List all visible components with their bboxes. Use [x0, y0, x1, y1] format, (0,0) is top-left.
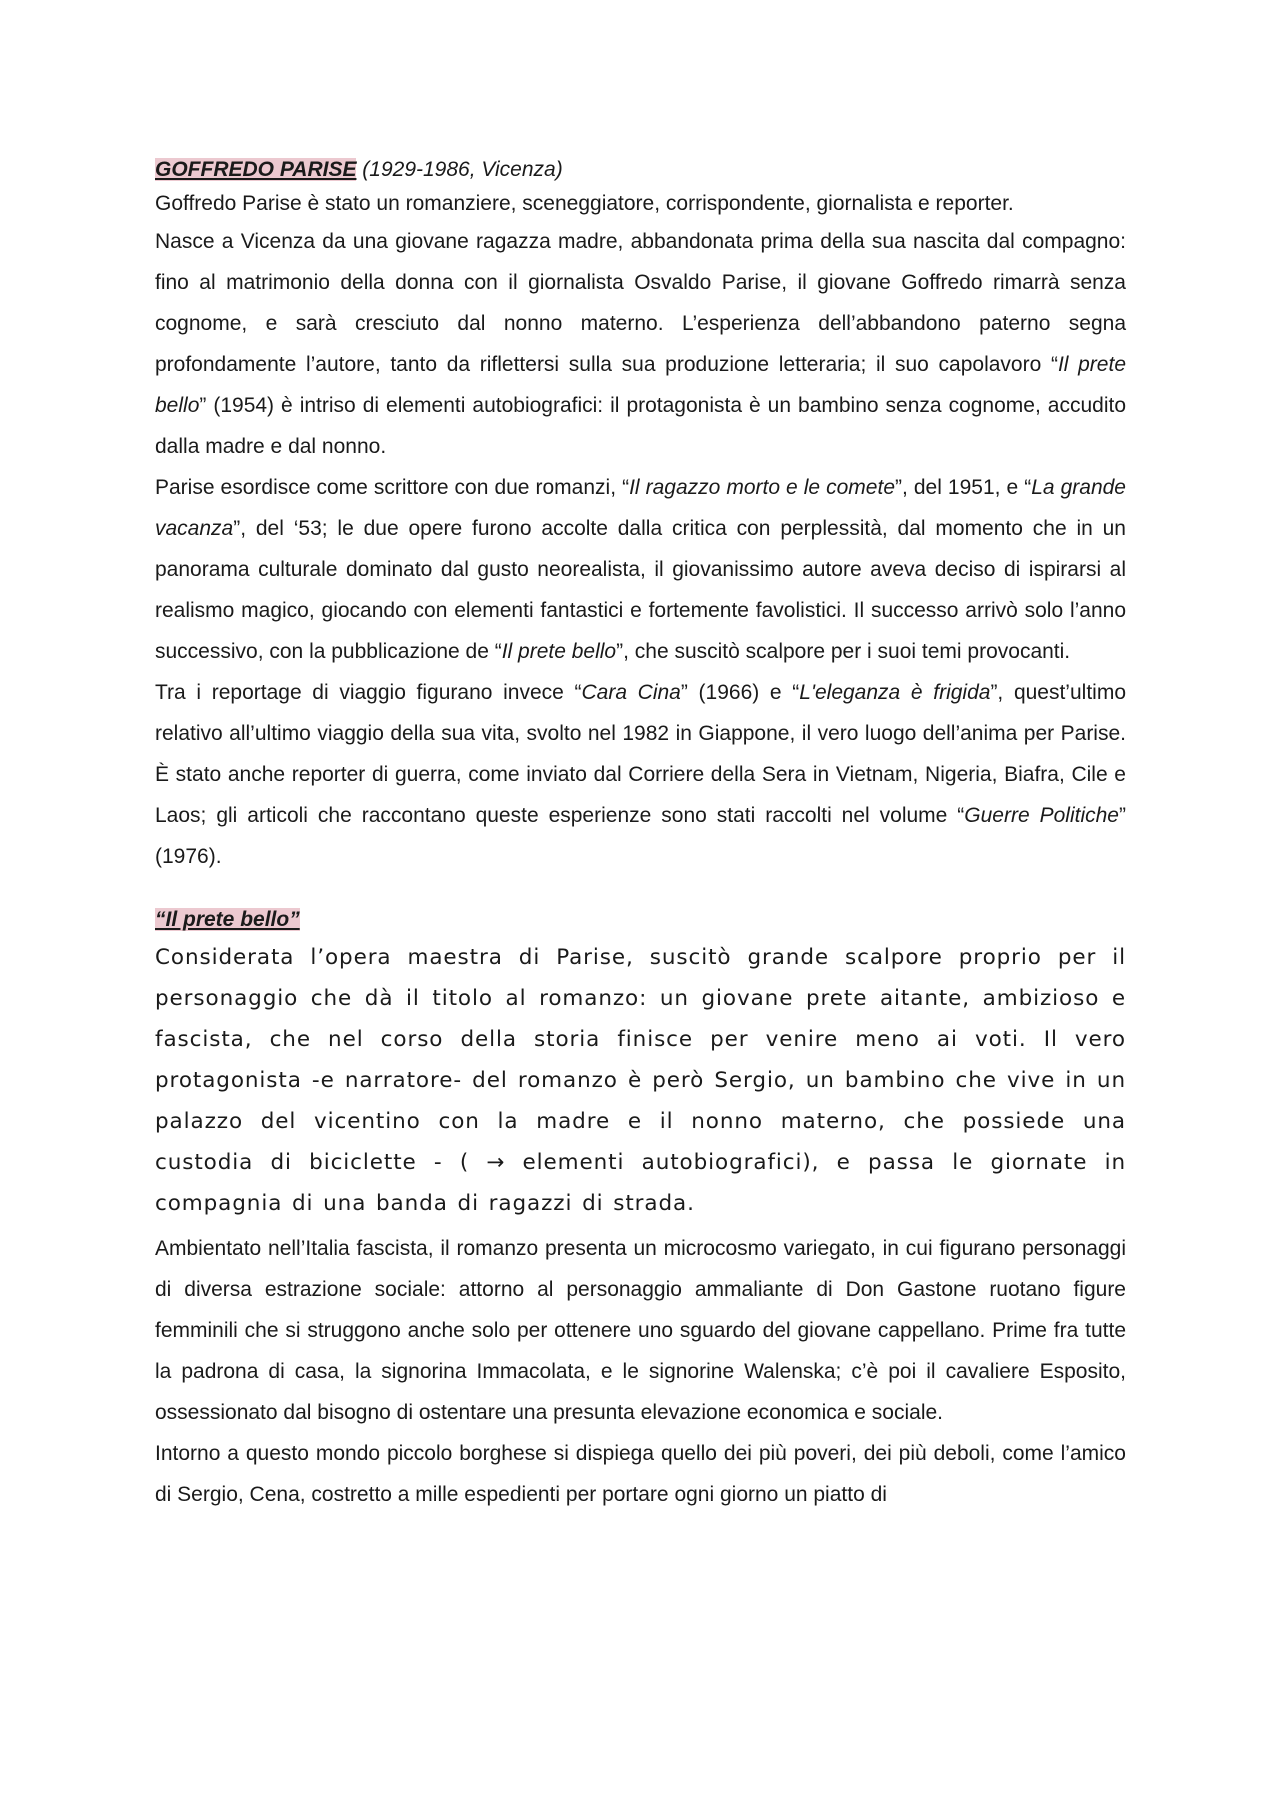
book-title: Il ragazzo morto e le comete	[629, 476, 895, 499]
author-name: GOFFREDO PARISE	[155, 158, 357, 181]
paragraph-novel-summary: Considerata l’opera maestra di Parise, suscitò grande scalpore proprio per il personaggio che dà il titolo al romanzo: un giovane prete aitante, ambizioso e fascista, che nel corso della storia finisce per venire meno ai voti. Il vero protagonista -e narratore- del romanzo è però Sergio, un bambino che vive in un palazzo del vicentino con la madre e il nonno materno, che possiede una custodia di biciclette - ( → elementi autobiografici), e passa le giornate in compagnia di una banda di ragazzi di strada.	[155, 945, 1126, 1216]
novel-title: “Il prete bello”	[155, 908, 300, 931]
paragraph-poor-world: Intorno a questo mondo piccolo borghese si dispiega quello dei più poveri, dei più deboli, come l’amico di Sergio, Cena, costretto a mille espedienti per portare ogni giorno un piatto di	[155, 1442, 1126, 1506]
paragraph-debut: Parise esordisce come scrittore con due romanzi, “Il ragazzo morto e le comete”, del 1951, e “La grande vacanza”, del ‘53; le due opere furono accolte dalla critica con perplessità, dal momento che in un panorama culturale dominato dal gusto neorealista, il giovanissimo autore aveva deciso di ispirarsi al realismo magico, giocando con elementi fantastici e fortemente favolistici. Il successo arrivò solo l’anno successivo, con la pubblicazione de “Il prete bello”, che suscitò scalpore per i suoi temi provocanti.	[155, 476, 1126, 663]
paragraph-reportage: Tra i reportage di viaggio figurano invece “Cara Cina” (1966) e “L'eleganza è frigida”, quest’ultimo relativo all’ultimo viaggio della sua vita, svolto nel 1982 in Giappone, il vero luogo dell’anima per Parise. È stato anche reporter di guerra, come inviato dal Corriere della Sera in Vietnam, Nigeria, Biafra, Cile e Laos; gli articoli che raccontano queste esperienze sono stati raccolti nel volume “Guerre Politiche” (1976).	[155, 681, 1126, 868]
novel-heading	[155, 903, 1126, 937]
book-title: Il prete bello	[501, 640, 617, 663]
document-body	[155, 153, 1126, 1515]
section-spacer	[155, 877, 1126, 903]
paragraph-intro: Goffredo Parise è stato un romanziere, sceneggiatore, corrispondente, giornalista e reporter.	[155, 192, 1014, 215]
book-title: Cara Cina	[581, 681, 681, 704]
book-title: L'eleganza è frigida	[799, 681, 991, 704]
paragraph-setting: Ambientato nell’Italia fascista, il romanzo presenta un microcosmo variegato, in cui figurano personaggi di diversa estrazione sociale: attorno al personaggio ammaliante di Don Gastone ruotano figure femminili che si struggono anche solo per ottenere uno sguardo del giovane cappellano. Prime fra tutte la padrona di casa, la signorina Immacolata, e le signorine Walenska; c’è poi il cavaliere Esposito, ossessionato dal bisogno di ostentare una presunta elevazione economica e sociale.	[155, 1237, 1126, 1424]
author-dates: (1929-1986, Vicenza)	[356, 158, 563, 181]
book-title: Guerre Politiche	[964, 804, 1119, 827]
paragraph-biography: Nasce a Vicenza da una giovane ragazza madre, abbandonata prima della sua nascita dal compagno: fino al matrimonio della donna con il giornalista Osvaldo Parise, il giovane Goffredo rimarrà senza cognome, e sarà cresciuto dal nonno materno. L’esperienza dell’abbandono paterno segna profondamente l’autore, tanto da riflettersi sulla sua produzione letteraria; il suo capolavoro “Il prete bello” (1954) è intriso di elementi autobiografici: il protagonista è un bambino senza cognome, accudito dalla madre e dal nonno.	[155, 230, 1126, 458]
author-heading	[155, 153, 1126, 187]
book-title: Il prete bello	[155, 353, 1126, 417]
book-title: La grande vacanza	[155, 476, 1126, 540]
